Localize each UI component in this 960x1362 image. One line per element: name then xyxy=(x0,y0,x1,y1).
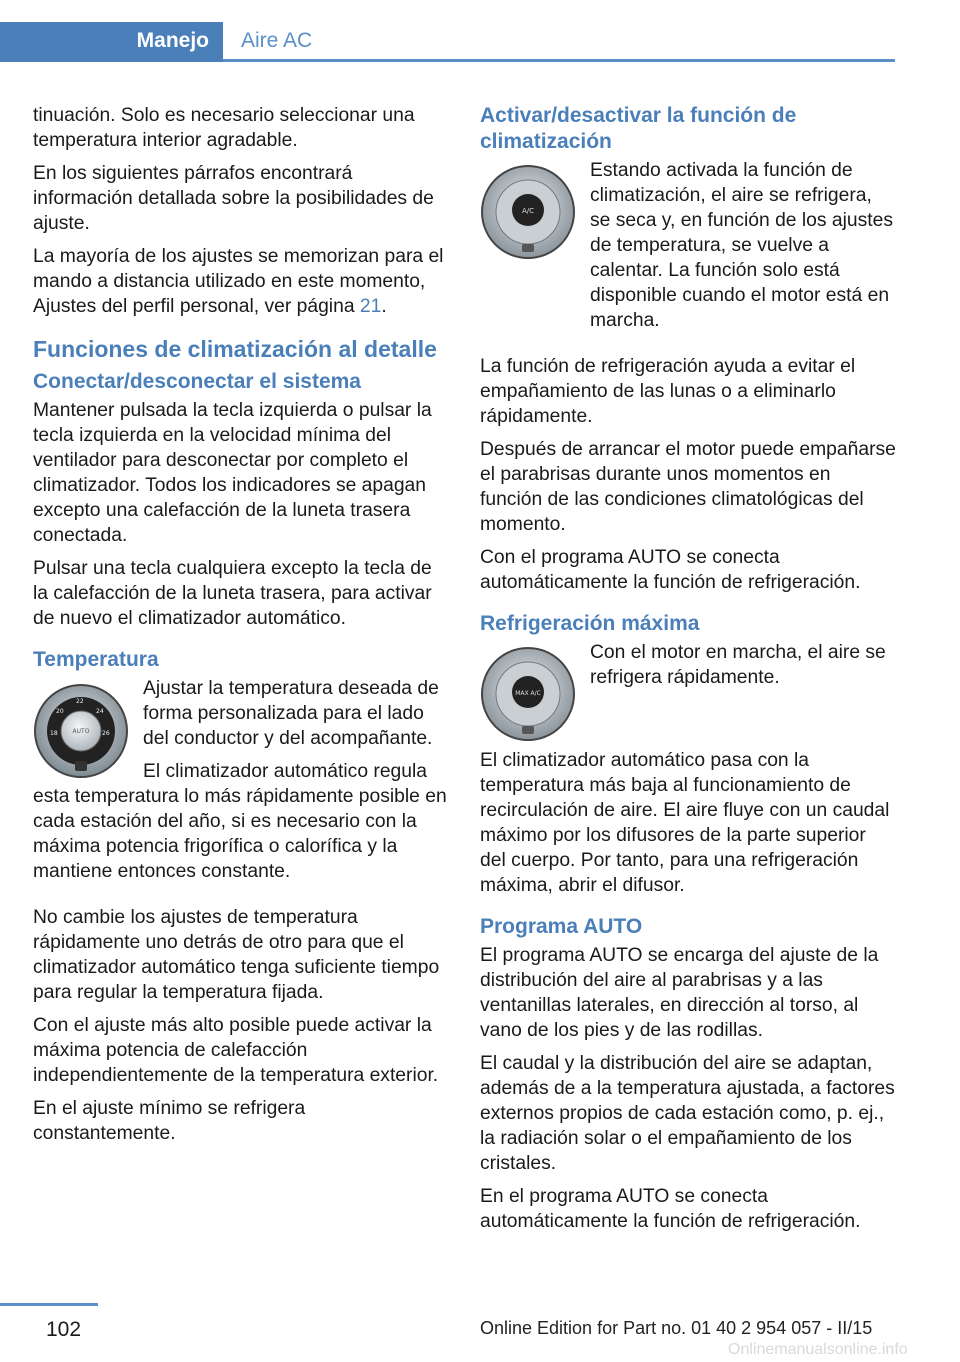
max-figure-block xyxy=(480,640,896,748)
paragraph: El caudal y la distribución del aire se adaptan, además de a la temperatura ajustada, a factores externos propios de cada estación como, p. ej., la radiación solar o el empañamiento de los cristales. xyxy=(480,1053,895,1174)
ac-figure-block xyxy=(480,158,896,333)
edition-note: Online Edition for Part no. 01 40 2 954 057 - II/15 xyxy=(480,1318,873,1338)
ac-knob-icon xyxy=(480,164,576,260)
subsection-heading: Activar/desactivar la función de climatización xyxy=(480,104,797,153)
paragraph: No cambie los ajustes de temperatura rápidamente uno detrás de otro para que el climatizador automático tenga suficiente tiempo para regular la temperatura fijada. xyxy=(33,907,440,1003)
paragraph: Mantener pulsada la tecla izquierda o pulsar la tecla izquierda en la velocidad mínima del ventilador para desconectar por completo el climatizador. Todos los indicadores se apagan excepto una calefacción de la luneta trasera conectada. xyxy=(33,400,432,546)
knob-label: MAX A/C xyxy=(515,690,541,697)
subsection-heading: Programa AUTO xyxy=(480,915,643,938)
paragraph: En el programa AUTO se conecta automáticamente la función de refrigeración. xyxy=(480,1186,861,1232)
paragraph: La mayoría de los ajustes se memorizan para el mando a distancia utilizado en este momento, Ajustes del perfil personal, ver página 21. xyxy=(33,246,444,317)
paragraph: Con el ajuste más alto posible puede activar la máxima potencia de calefacción independientemente de la temperatura exterior. xyxy=(33,1015,439,1086)
page-number: 102 xyxy=(46,1318,82,1341)
paragraph: La función de refrigeración ayuda a evitar el empañamiento de las lunas o a eliminarlo rápidamente. xyxy=(480,356,856,427)
paragraph: Con el programa AUTO se conecta automáticamente la función de refrigeración. xyxy=(480,547,861,593)
chapter-header xyxy=(0,0,895,62)
subsection-heading: Temperatura xyxy=(33,648,159,671)
right-column xyxy=(480,103,896,1242)
max-ac-knob-icon xyxy=(480,646,576,742)
scale-label: 24 xyxy=(96,708,104,715)
scale-label: 26 xyxy=(102,730,110,737)
paragraph: En los siguientes párrafos encontrará información detallada sobre la posibilidades de ajuste. xyxy=(33,163,434,234)
paragraph: Estando activada la función de climatización, el aire se refrigera, se seca y, en función de los ajustes de temperatura, se vuelve a calentar. La función solo está disponible cuando el motor está en marcha. xyxy=(590,160,893,331)
paragraph: El climatizador automático pasa con la temperatura más baja al funcionamiento de recirculación de aire. El aire fluye con un caudal máximo por los difusores de la parte superior del cuerpo. Por tanto, para una refrigeración máxima, abrir el difusor. xyxy=(480,750,890,896)
section-heading: Funciones de climatización al detalle xyxy=(33,336,437,362)
subsection-heading: Conectar/desconectar el sistema xyxy=(33,370,361,393)
tab-manejo[interactable]: Manejo xyxy=(0,22,223,62)
scale-label: 20 xyxy=(56,708,64,715)
knob-label: AUTO xyxy=(72,728,90,735)
paragraph: Ajustar la temperatura deseada de forma personalizada para el lado del conductor y del acompañante. xyxy=(143,678,439,749)
scale-label: 22 xyxy=(76,698,84,705)
temperature-figure-block xyxy=(33,676,447,884)
left-column xyxy=(33,103,447,1154)
paragraph: Después de arrancar el motor puede empañarse el parabrisas durante unos momentos en función de las condiciones climatológicas del momento. xyxy=(480,439,896,535)
tab-aire-ac[interactable]: Aire AC xyxy=(241,29,313,52)
paragraph: El climatizador automático regula esta temperatura lo más rápidamente posible en cada estación del año, si es necesario con la máxima potencia frigorífica o calorífica y la mantiene entonces constante. xyxy=(33,761,447,882)
paragraph: tinuación. Solo es necesario seleccionar una temperatura interior agradable. xyxy=(33,105,415,151)
page-link[interactable]: 21 xyxy=(359,296,382,317)
footer-divider xyxy=(0,1303,98,1306)
paragraph: En el ajuste mínimo se refrigera constantemente. xyxy=(33,1098,306,1144)
scale-label: 18 xyxy=(50,730,58,737)
paragraph: Pulsar una tecla cualquiera excepto la tecla de la calefacción de la luneta trasera, para activar de nuevo el climatizador automático. xyxy=(33,558,432,629)
watermark: Onlinemanualsonline.info xyxy=(728,1341,908,1358)
subsection-heading: Refrigeración máxima xyxy=(480,612,700,635)
temperature-knob-icon xyxy=(33,683,129,779)
paragraph: El programa AUTO se encarga del ajuste de la distribución del aire al parabrisas y a las ventanillas laterales, en dirección al torso, al vano de los pies y de las rodillas. xyxy=(480,945,879,1041)
knob-label: A/C xyxy=(521,207,535,215)
paragraph: Con el motor en marcha, el aire se refrigera rápidamente. xyxy=(590,642,886,688)
